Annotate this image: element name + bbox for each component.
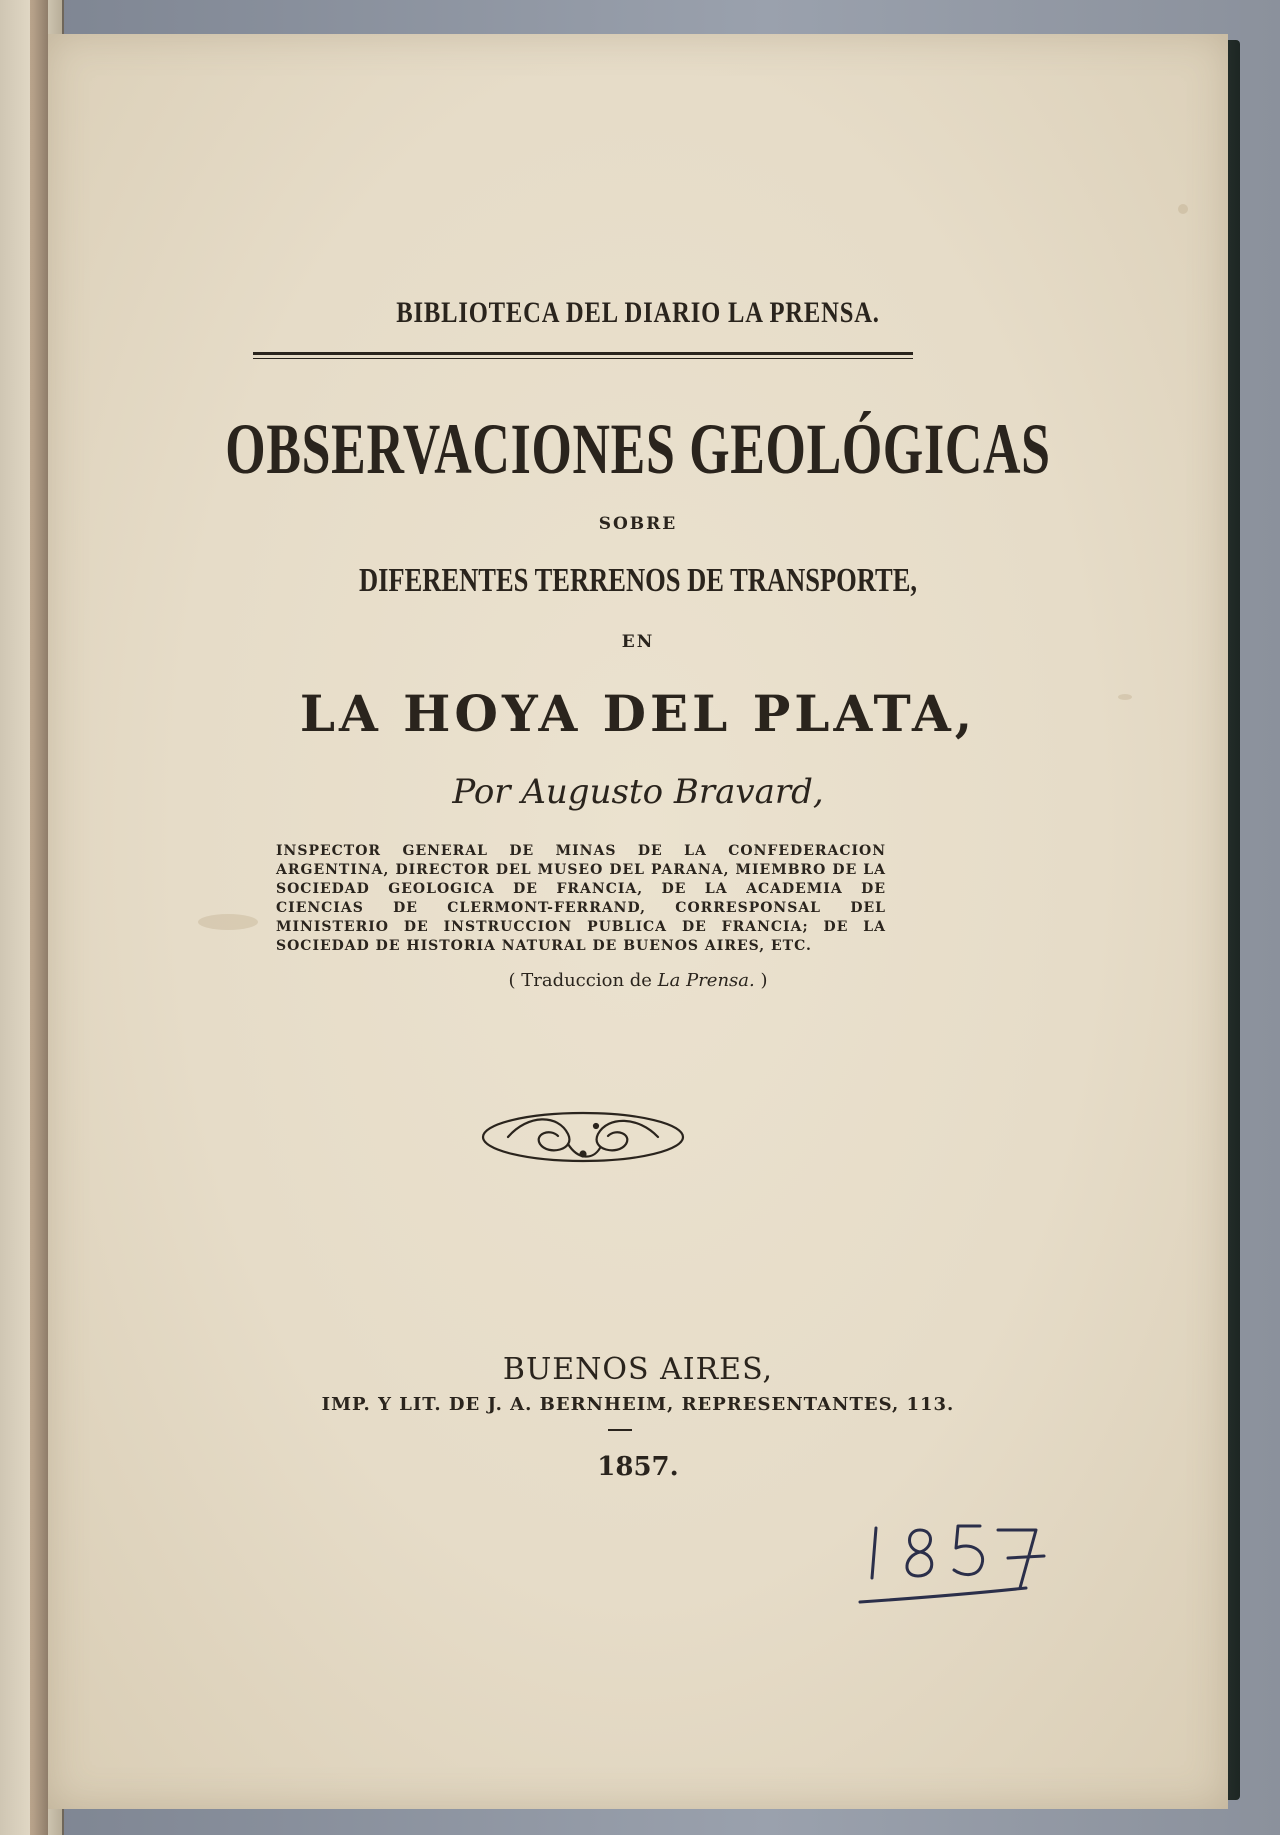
- translation-note: [48, 970, 1228, 991]
- book-title: OBSERVACIONES GEOLÓGICAS: [225, 409, 1051, 489]
- imprint-printer: IMP. Y LIT. DE J. A. BERNHEIM, REPRESENTANTES, 113.: [321, 1394, 955, 1415]
- imprint-city: BUENOS AIRES,: [502, 1352, 774, 1387]
- connector-sobre: SOBRE: [598, 514, 678, 534]
- book-subtitle: DIFERENTES TERRENOS DE TRANSPORTE,: [358, 562, 918, 599]
- translation-prefix: ( Traduccion de: [508, 970, 652, 991]
- region-title: LA HOYA DEL PLATA,: [299, 684, 977, 743]
- ornament-flourish-icon: [478, 1104, 688, 1170]
- spine-edge: [30, 0, 48, 1835]
- foxing-spot: [1178, 204, 1188, 214]
- connector-en: EN: [621, 632, 655, 652]
- imprint-year: 1857.: [597, 1452, 679, 1482]
- translation-source: La Prensa.: [657, 970, 755, 991]
- double-rule-top: [253, 352, 913, 355]
- author-line: Por Augusto Bravard,: [452, 772, 824, 812]
- imprint-rule: [608, 1429, 632, 1431]
- series-heading: BIBLIOTECA DEL DIARIO LA PRENSA.: [396, 296, 880, 329]
- translation-suffix: ): [760, 970, 768, 991]
- foxing-spot: [198, 914, 258, 930]
- author-credentials: INSPECTOR GENERAL DE MINAS DE LA CONFEDERACION ARGENTINA, DIRECTOR DEL MUSEO DEL PARANA, MIEMBRO DE LA SOCIEDAD GEOLOGICA DE FRANCIA, DE LA ACADEMIA DE CIENCIAS DE CLERMONT-FERRAND, CORRESPONSAL DEL MINISTERIO DE INSTRUCCION PUBLICA DE FRANCIA; DE LA SOCIEDAD DE HISTORIA NATURAL DE BUENOS AIRES, ETC.: [276, 843, 886, 954]
- double-rule-bottom: [253, 358, 913, 359]
- title-page: [48, 34, 1228, 1809]
- handwritten-year-annotation: [858, 1504, 1088, 1614]
